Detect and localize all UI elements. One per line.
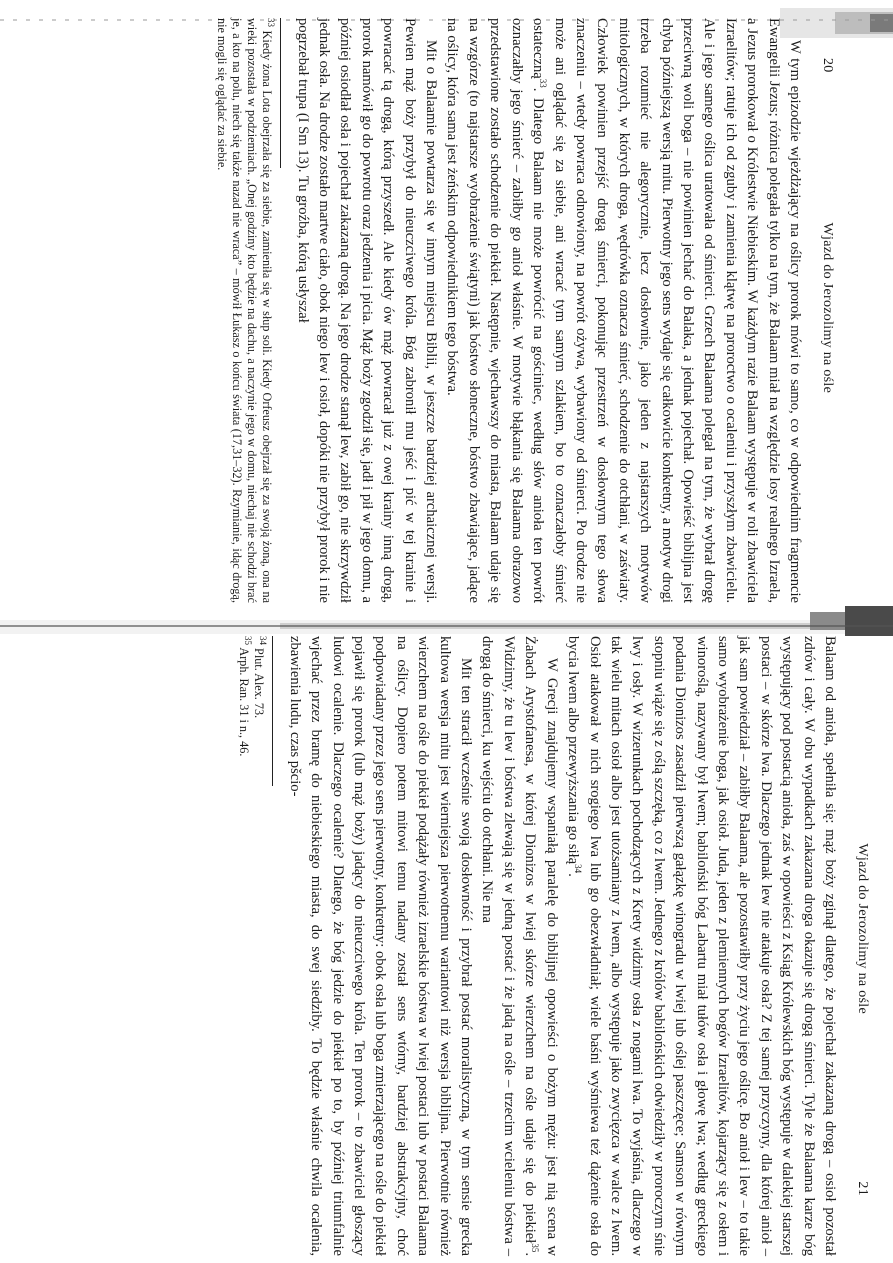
paragraph: W Grecji znajdujemy wspaniałą paralelę do biblijnej opowieści o bożym mężu: jest nią scena w Żabach Arystofanesa, w której Dionizos w lwiej skórze wierzchem na ośle udaje się do piekieł$^{35}$. Widzimy, że tu lew i bóstwa zlewają się w jedną postać i że jadą na ośle – trzecim wcieleniu bóstwa – drogą do śmierci, ku wejściu do otchłani. Nie ma [479,636,560,1256]
paragraph: Balaam od anioła, spełniła się: mąż boży zginął dlatego, że pojechał zakazaną drogą – osioł pozostał zdrów i cały. W obu wypadkach zakazana droga okazuje się drogą śmierci. Tyle że Balaama karze bóg występujący pod postacią anioła, zaś w opowieści z Ksiąg Królewskich bóg występuje w dalekiej starszej postaci – w skórze lwa. Dlaczego jednak lew nie atakuje osła? Z tej samej przyczyny, dla której anioł – jak sam powiedział – zabiłby Balaama, ale pozostawiłby przy życiu jego oślicę. Bo anioł i lew – to takie samo wyobrażenie boga, jak osioł. Juda, jeden z plemiennych bogów Izraelitów, kojarzący się z osłem i winoroślą, nazywany był lwem; babiloński bóg Labartu miał tułów osła i głowę lwa; według greckiego podania Dionizos zasadził pierwszą gałązkę winogradu w lwiej lub oślej paszczęce; Samson w równym stopniu wiąże się z oślą szczęką, co z lwem. Jednego z królów babilońskich odwiedziły w proroczym śnie lwy i osły. W wizerunkach pochodzących z Krety widzimy osła z nogami lwa. To wyjaśnia, dlaczego w tak wielu mitach osioł albo jest utożsamiany z lwem, albo występuje jako zwycięzca w walce z lwem. Osioł atakował w nich srogiego lwa lub go obezwładniał; wiele baśni wyśmiewa też dążenie osła do bycia lwem albo przewyższania go siłą$^{34}$. [565,636,838,1256]
footnote-rule [280,18,281,168]
footnote-35: $^{35}$ Arph. Ran. 31 i n., 46. [237,636,254,757]
paragraph: Mit ten stracił wcześnie swoją dosłowność i przybrał postać moralistyczną, w tym sensie grecka kultowa wersja mitu jest wierniejsza pierwotnemu wariantowi niż wersja biblijna. Pierwotnie również wierzchem na ośle do piekieł podążały również izraelskie bóstwa w lwiej postaci lub w postaci Balaama na oślicy. Dopiero potem mitowi temu nadany został sens wtórny, bardziej abstrakcyjny, choć podpowiadany przez jego sens pierwotny, konkretny: obok osła lub boga zmierzającego na ośle do piekieł pojawił się prorok (lub mąż boży) jadący do nieuczciwego króla. Ten prorok – to zbawiciel głoszący ludowi ocalenie. Dlaczego ocalenie? Dlatego, że bóg jedzie do piekieł po to, by później triumfalnie wjechać przez bramę do niebieskiego miasta, do swej siedziby. To będzie właśnie chwila ocalenia, zbawienia ludu, czas pšcio- [286,636,475,1256]
main-text [291,18,805,603]
footnote-33: $^{33}$ Kiedy żona Lota obejrzała się za siebie, zamieniła się w słup soli. Kiedy Orfeusz obejrzał się za swoją żoną, ona na wieki pozostała w podziemiach. „Onej godziny kto będzie na dachu, a naczynie jego w domu, niechaj nie schodzi brać je, a kto na polu, niech się także nazad nie wraca” – mówił Łukasz o końcu świata (17,31–32). Rzymianie, idąc drogą, nie mogli się oglądać za siebie. [215,18,277,603]
page-number: 20 [820,58,835,73]
footnote-rule [272,636,273,786]
page-21 [140,636,870,1256]
running-head-title: Wjazd do Jerozolimy na ośle [855,843,870,1014]
running-head [854,636,870,1256]
page-number: 21 [855,1181,870,1196]
page-20 [90,18,835,603]
main-text [283,636,840,1256]
paragraph: Mit o Balaamie powtarza się w innym miejscu Biblii, w jeszcze bardziej archaicznej wersji. Pewien mąż boży przybył do nieuczciwego króla. Bóg zabronił mu jeść i pić w tej krainie i powracać tą drogą, którą przyszedł. Ale kiedy ów mąż powracał już z owej krainy inną drogą, prorok namówił go do powrotu oraz jedzenia i picia. Mąż boży zgodził się, jadł i pił w jego domu, a później osiodłał osła i pojechał zakazaną drogą. Na jego drodze stanął lew, zabił go, nie skrzywdził jednak osła. Na drodze zostało martwe ciało, obok niego lew i osioł, dopóki nie przybył prorok i nie pogrzebał trupa (I Sm 13). Tu groźba, którą usłyszał [294,18,440,603]
footnote-34: $^{34}$ Plut. Alex. 73. [252,636,269,719]
paragraph: W tym epizodzie wjeżdżający na oślicy prorok mówi to samo, co w odpowiednim fragmencie Ewangelii Jezus; różnica polegała tylko na tym, że Balaam miał na względzie losy realnego Izraela, a Jezus prorokował o Królestwie Niebieskim. W każdym razie Balaam występuje w roli zbawiciela Izraelitów; ratuje ich od zguby i zamienia klątwę na proroctwo o ocaleniu i przyszłym zbawicielu. Ale i jego samego oślica uratowała od śmierci. Grzech Balaama polegał na tym, że wybrał drogę przeciwną woli boga – nie powinien jechać do Balaka, a jednak pojechał. Opowieść biblijna jest chyba późniejszą wersją mitu. Pierwotny jego sens wydaje się całkowicie konkretny, a motyw drogi trzeba rozumieć nie alegorycznie, lecz dosłownie, jako jeden z najstarszych motywów mitologicznych, w których droga, wędrówka oznacza śmierć, schodzenie do otchłani, w zaświaty. Człowiek powinien przejść drogą śmierci, pokonując przestrzeń w dosłownym tego słowa znaczeniu – wtedy powraca odnowiony, na powrót ożywa, wybawiony od śmierci. Po drodze nie może ani oglądać się za siebie, ani wracać tym samym szlakiem, bo to oznaczałoby śmierć ostateczną$^{33}$. Dlatego Balaam nie może powrócić na gościniec, według słów anioła ten powrót oznaczałby jego śmierć – zabiłby go anioł właśnie. W motywie błąkania się Balaama obrazowo przedstawione zostało schodzenie do piekieł. Następnie, wjechawszy do miasta, Balaam udaje się na wzgórze (to najstarsze wyobrażenie świątyni) jak bóstwo słoneczne, bóstwo zbawiające, jadące na oślicy, która sama jest żeńskim odpowiednikiem tego bóstwa. [444,18,803,603]
running-head [819,18,835,603]
running-head-title: Wjazd do Jerozolimy na ośle [820,222,835,394]
